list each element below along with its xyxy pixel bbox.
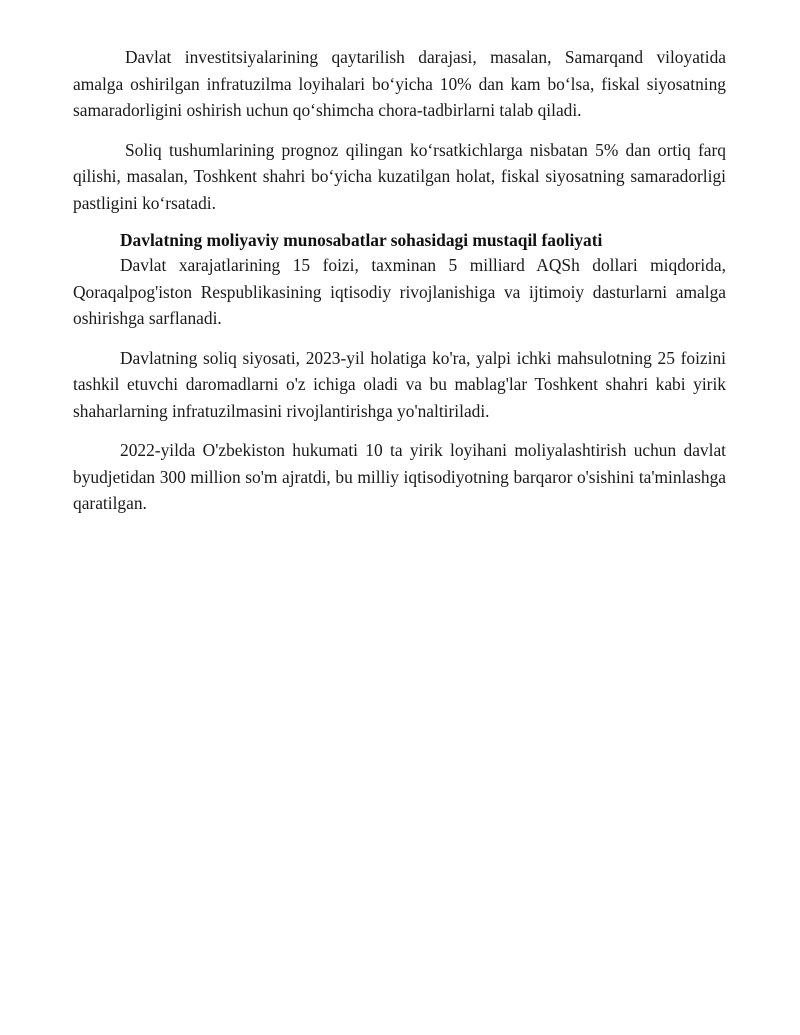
paragraph-budget-allocation: 2022-yilda O'zbekiston hukumati 10 ta yirik loyihani moliyalashtirish uchun davlat byudjetidan 300 million so'm ajratdi, bu milliy iqtisodiyotning barqaror o'sishini ta'minlashga qaratilgan. bbox=[73, 440, 726, 513]
paragraph-tax-policy: Davlatning soliq siyosati, 2023-yil holatiga ko'ra, yalpi ichki mahsulotning 25 foizini tashkil etuvchi daromadlarni o'z ichiga oladi va bu mablag'lar Toshkent shahri kabi yirik shaharlarning infratuzilmasini rivojlantirishga yo'naltiriladi. bbox=[73, 347, 726, 421]
document-body bbox=[73, 44, 726, 517]
section-heading: Davlatning moliyaviy munosabatlar sohasidagi mustaqil faoliyati bbox=[120, 230, 603, 250]
paragraph-state-expenditures: Davlat xarajatlarining 15 foizi, taxminan 5 milliard AQSh dollari miqdorida, Qoraqalpog'iston Respublikasining iqtisodiy rivojlanishiga va ijtimoiy dasturlarni amalga oshirishga sarflanadi. bbox=[73, 255, 726, 328]
paragraph-investment-return: Davlat investitsiyalarining qaytarilish darajasi, masalan, Samarqand viloyatida amalga oshirilgan infratuzilma loyihalari bo‘yicha 10% dan kam bo‘lsa, fiskal siyosatning samaradorligini oshirish uchun qo‘shimcha chora-tadbirlarni talab qiladi. bbox=[73, 47, 726, 120]
paragraph-tax-revenue-deviation: Soliq tushumlarining prognoz qilingan ko‘rsatkichlarga nisbatan 5% dan ortiq farq qilishi, masalan, Toshkent shahri bo‘yicha kuzatilgan holat, fiskal siyosatning samaradorligi pastligini ko‘rsatadi. bbox=[73, 139, 726, 213]
